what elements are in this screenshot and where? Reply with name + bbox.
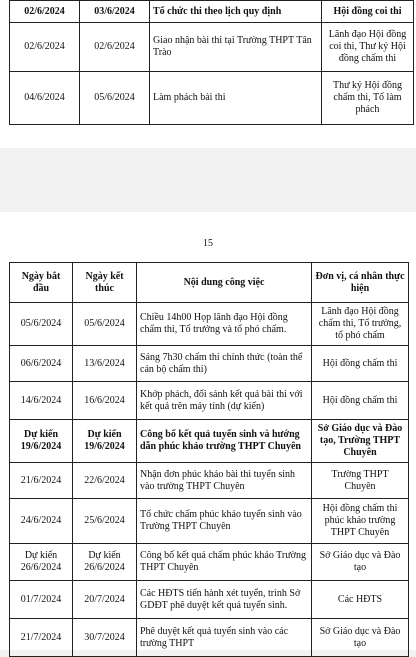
table-row (10, 1, 414, 23)
unit-cell: Hội đồng chấm thi (312, 346, 409, 382)
end-date-cell: Dự kiến 19/6/2024 (73, 420, 137, 463)
table-row (10, 463, 409, 499)
start-date-cell: Dự kiến 19/6/2024 (10, 420, 73, 463)
table-row (10, 23, 414, 72)
table-row (10, 544, 409, 581)
task-cell: Nhận đơn phúc khảo bài thi tuyển sinh vào trường THPT Chuyên (137, 463, 312, 499)
start-date-cell: 06/6/2024 (10, 346, 73, 382)
task-cell: Sáng 7h30 chấm thi chính thức (toàn thể cán bộ chấm thi) (137, 346, 312, 382)
table-row (10, 619, 409, 657)
unit-cell: Trường THPT Chuyên (312, 463, 409, 499)
page-14-fragment (0, 0, 416, 148)
task-cell: Làm phách bài thi (150, 72, 322, 125)
unit-cell: Hội đồng chấm thi (312, 382, 409, 420)
task-cell: Công bố kết quả tuyển sinh và hướng dẫn phúc khảo trường THPT Chuyên (137, 420, 312, 463)
end-date-cell: 16/6/2024 (73, 382, 137, 420)
end-date-cell: 25/6/2024 (73, 499, 137, 544)
start-date-cell: 02/6/2024 (10, 1, 80, 23)
column-header-task: Nội dung công việc (137, 263, 312, 303)
task-cell: Tổ chức chấm phúc khảo tuyển sinh vào Trường THPT Chuyên (137, 499, 312, 544)
page-15 (0, 212, 416, 650)
task-cell: Chiều 14h00 Họp lãnh đạo Hội đồng chấm thi, Tổ trưởng và tổ phó chấm. (137, 303, 312, 346)
start-date-cell: 21/6/2024 (10, 463, 73, 499)
unit-cell: Sở Giáo dục và Đào tạo (312, 544, 409, 581)
task-cell: Phê duyệt kết quả tuyển sinh vào các trường THPT (137, 619, 312, 657)
end-date-cell: 05/6/2024 (80, 72, 150, 125)
end-date-cell: 20/7/2024 (73, 581, 137, 619)
column-header-unit: Đơn vị, cá nhân thực hiện (312, 263, 409, 303)
start-date-cell: 04/6/2024 (10, 72, 80, 125)
start-date-cell: 14/6/2024 (10, 382, 73, 420)
start-date-cell: 01/7/2024 (10, 581, 73, 619)
unit-cell: Lãnh đạo Hội đồng coi thi, Thư ký Hội đồng chấm thi (322, 23, 414, 72)
end-date-cell: 13/6/2024 (73, 346, 137, 382)
unit-cell: Sở Giáo dục và Đào tạo, Trường THPT Chuyên (312, 420, 409, 463)
end-date-cell: 02/6/2024 (80, 23, 150, 72)
unit-cell: Hội đồng coi thi (322, 1, 414, 23)
start-date-cell: 24/6/2024 (10, 499, 73, 544)
end-date-cell: 05/6/2024 (73, 303, 137, 346)
table-row (10, 499, 409, 544)
task-cell: Các HĐTS tiến hành xét tuyển, trình Sở GDĐT phê duyệt kết quả tuyển sinh. (137, 581, 312, 619)
column-header-end: Ngày kết thúc (73, 263, 137, 303)
end-date-cell: 03/6/2024 (80, 1, 150, 23)
unit-cell: Lãnh đạo Hội đồng chấm thi, Tổ trưởng, tổ phó chấm (312, 303, 409, 346)
end-date-cell: 30/7/2024 (73, 619, 137, 657)
schedule-table-continued (9, 0, 414, 125)
table-row (10, 382, 409, 420)
start-date-cell: 02/6/2024 (10, 23, 80, 72)
task-cell: Tổ chức thi theo lịch quy định (150, 1, 322, 23)
task-cell: Công bố kết quả chấm phúc khảo Trường THPT Chuyên (137, 544, 312, 581)
unit-cell: Sở Giáo dục và Đào tạo (312, 619, 409, 657)
start-date-cell: Dự kiến 26/6/2024 (10, 544, 73, 581)
table-header-row (10, 263, 409, 303)
schedule-table (9, 262, 409, 657)
table-row (10, 581, 409, 619)
end-date-cell: Dự kiến 26/6/2024 (73, 544, 137, 581)
table-row (10, 72, 414, 125)
table-row (10, 346, 409, 382)
end-date-cell: 22/6/2024 (73, 463, 137, 499)
column-header-start: Ngày bắt đầu (10, 263, 73, 303)
task-cell: Khớp phách, đối sánh kết quả bài thi với kết quả trên máy tính (dự kiến) (137, 382, 312, 420)
task-cell: Giao nhận bài thi tại Trường THPT Tân Trào (150, 23, 322, 72)
page-number: 15 (203, 238, 213, 249)
start-date-cell: 21/7/2024 (10, 619, 73, 657)
unit-cell: Thư ký Hội đồng chấm thi, Tổ làm phách (322, 72, 414, 125)
start-date-cell: 05/6/2024 (10, 303, 73, 346)
table-row (10, 303, 409, 346)
unit-cell: Các HĐTS (312, 581, 409, 619)
unit-cell: Hội đồng chấm thi phúc khảo trường THPT Chuyên (312, 499, 409, 544)
table-row (10, 420, 409, 463)
